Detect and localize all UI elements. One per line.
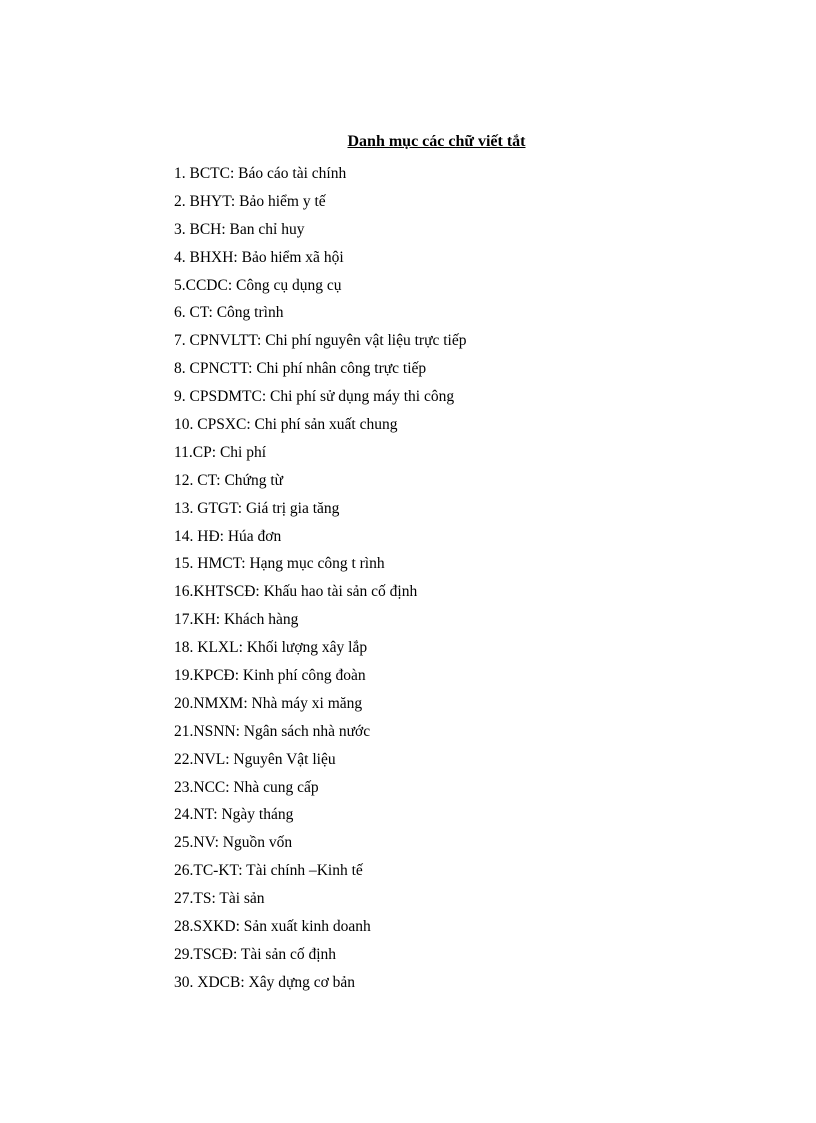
abbreviation-item-20: 20.NMXM: Nhà máy xi măng	[174, 694, 363, 712]
abbreviation-item-9: 9. CPSDMTC: Chi phí sử dụng máy thi công	[174, 388, 455, 406]
abbreviation-item-3: 3. BCH: Ban chỉ huy	[174, 220, 305, 238]
abbreviation-list	[174, 162, 467, 999]
abbreviation-item-16: 16.KHTSCĐ: Khấu hao tài sản cố định	[174, 583, 418, 601]
abbreviation-item-22: 22.NVL: Nguyên Vật liệu	[174, 750, 336, 768]
abbreviation-item-19: 19.KPCĐ: Kinh phí công đoàn	[174, 667, 366, 685]
abbreviation-item-2: 2. BHYT: Bảo hiểm y tế	[174, 192, 326, 210]
page-title: Danh mục các chữ viết tắt	[347, 133, 526, 150]
abbreviation-item-25: 25.NV: Nguồn vốn	[174, 834, 293, 852]
abbreviation-item-18: 18. KLXL: Khối lượng xây lắp	[174, 639, 368, 657]
abbreviation-item-6: 6. CT: Công trình	[174, 304, 284, 322]
abbreviation-item-26: 26.TC-KT: Tài chính –Kinh tế	[174, 862, 363, 880]
abbreviation-item-12: 12. CT: Chứng từ	[174, 471, 284, 489]
abbreviation-item-29: 29.TSCĐ: Tài sản cố định	[174, 945, 337, 963]
abbreviation-item-4: 4. BHXH: Bảo hiểm xã hội	[174, 248, 344, 266]
abbreviation-item-7: 7. CPNVLTT: Chi phí nguyên vật liệu trực tiếp	[174, 332, 467, 350]
abbreviation-item-5: 5.CCDC: Công cụ dụng cụ	[174, 276, 342, 294]
abbreviation-item-10: 10. CPSXC: Chi phí sản xuất chung	[174, 416, 398, 434]
abbreviation-item-28: 28.SXKD: Sản xuất kinh doanh	[174, 918, 371, 936]
abbreviation-item-24: 24.NT: Ngày tháng	[174, 806, 294, 824]
abbreviation-item-15: 15. HMCT: Hạng mục công t rình	[174, 555, 385, 573]
abbreviation-item-14: 14. HĐ: Húa đơn	[174, 527, 282, 545]
abbreviation-item-27: 27.TS: Tài sản	[174, 890, 265, 908]
abbreviation-item-17: 17.KH: Khách hàng	[174, 611, 299, 629]
abbreviation-item-11: 11.CP: Chi phí	[174, 443, 267, 461]
abbreviation-item-21: 21.NSNN: Ngân sách nhà nước	[174, 722, 371, 740]
abbreviation-item-30: 30. XDCB: Xây dựng cơ bản	[174, 973, 356, 991]
abbreviation-item-1: 1. BCTC: Báo cáo tài chính	[174, 165, 347, 182]
abbreviation-item-8: 8. CPNCTT: Chi phí nhân công trực tiếp	[174, 360, 427, 378]
abbreviation-item-23: 23.NCC: Nhà cung cấp	[174, 778, 319, 796]
abbreviation-item-13: 13. GTGT: Giá trị gia tăng	[174, 499, 340, 517]
